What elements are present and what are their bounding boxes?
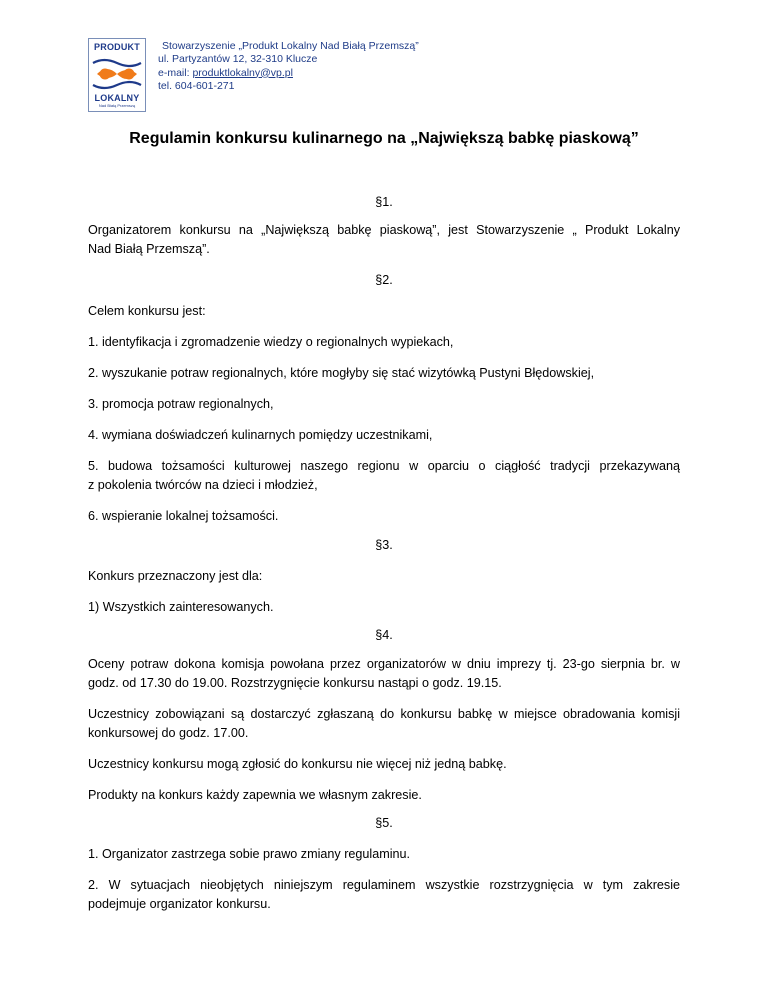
address-line: ul. Partyzantów 12, 32-310 Klucze — [158, 53, 318, 66]
email-prefix: e-mail: — [158, 66, 193, 79]
list-item: 1) Wszystkich zainteresowanych. — [88, 600, 274, 614]
document-header — [88, 38, 688, 112]
organization-name: Stowarzyszenie „Produkt Lokalny Nad Białą Przemszą” — [162, 40, 419, 52]
phone-line: tel. 604-601-271 — [158, 79, 235, 92]
organization-logo — [88, 38, 146, 112]
email-link[interactable]: produktlokalny@vp.pl — [192, 66, 293, 79]
section-5-p1: 1. Organizator zastrzega sobie prawo zmiany regulaminu. — [88, 847, 410, 861]
section-3-heading: §3. — [375, 538, 393, 552]
section-4-p2-line-2: konkursowej do godz. 17.00. — [88, 726, 249, 740]
logo-top-text: PRODUKT — [94, 42, 140, 52]
list-item-continuation: z pokolenia twórców na dzieci i młodzież, — [88, 478, 318, 492]
section-5-p2-line-2: podejmuje organizator konkursu. — [88, 897, 271, 911]
section-4-p3: Uczestnicy konkursu mogą zgłosić do konkursu nie więcej niż jedną babkę. — [88, 757, 507, 771]
section-1-line-2: Nad Białą Przemszą”. — [88, 242, 210, 256]
email-line — [158, 67, 419, 80]
logo-subtitle: Nad Białą Przemszą — [98, 103, 136, 108]
logo-bottom-text: LOKALNY — [94, 93, 140, 103]
section-4-p2-line-1: Uczestnicy zobowiązani są dostarczyć zgłaszaną do konkursu babkę w miejsce obradowania komisji — [88, 707, 680, 721]
section-1-line-1: Organizatorem konkursu na „Największą babkę piaskową”, jest Stowarzyszenie „ Produkt Lokalny — [88, 223, 680, 237]
section-3-intro: Konkurs przeznaczony jest dla: — [88, 569, 263, 583]
list-item: 3. promocja potraw regionalnych, — [88, 397, 274, 411]
contact-block — [158, 40, 419, 93]
section-5-p2-line-1: 2. W sytuacjach nieobjętych niniejszym regulaminem wszystkie rozstrzygnięcia w tym zakresie — [88, 878, 680, 892]
list-item: 1. identyfikacja i zgromadzenie wiedzy o regionalnych wypiekach, — [88, 335, 454, 349]
list-item: 5. budowa tożsamości kulturowej naszego regionu w oparciu o ciągłość tradycji przekazywaną — [88, 459, 680, 473]
section-2-heading: §2. — [375, 273, 393, 287]
section-2-intro: Celem konkursu jest: — [88, 304, 206, 318]
logo-graphic-icon — [91, 55, 143, 93]
section-5-heading: §5. — [375, 816, 393, 830]
section-4-p1-line-1: Oceny potraw dokona komisja powołana przez organizatorów w dniu imprezy tj. 23-go sierpnia br. w — [88, 657, 680, 671]
list-item: 2. wyszukanie potraw regionalnych, które mogłyby się stać wizytówką Pustyni Błędowskiej, — [88, 366, 595, 380]
section-4-p4: Produkty na konkurs każdy zapewnia we własnym zakresie. — [88, 788, 422, 802]
section-1-heading: §1. — [375, 195, 393, 209]
list-item: 4. wymiana doświadczeń kulinarnych pomiędzy uczestnikami, — [88, 428, 433, 442]
section-4-p1-line-2: godz. od 17.30 do 19.00. Rozstrzygnięcie konkursu nastąpi o godz. 19.15. — [88, 676, 502, 690]
section-4-heading: §4. — [375, 628, 393, 642]
document-title: Regulamin konkursu kulinarnego na „Największą babkę piaskową” — [129, 130, 639, 147]
list-item: 6. wspieranie lokalnej tożsamości. — [88, 509, 279, 523]
